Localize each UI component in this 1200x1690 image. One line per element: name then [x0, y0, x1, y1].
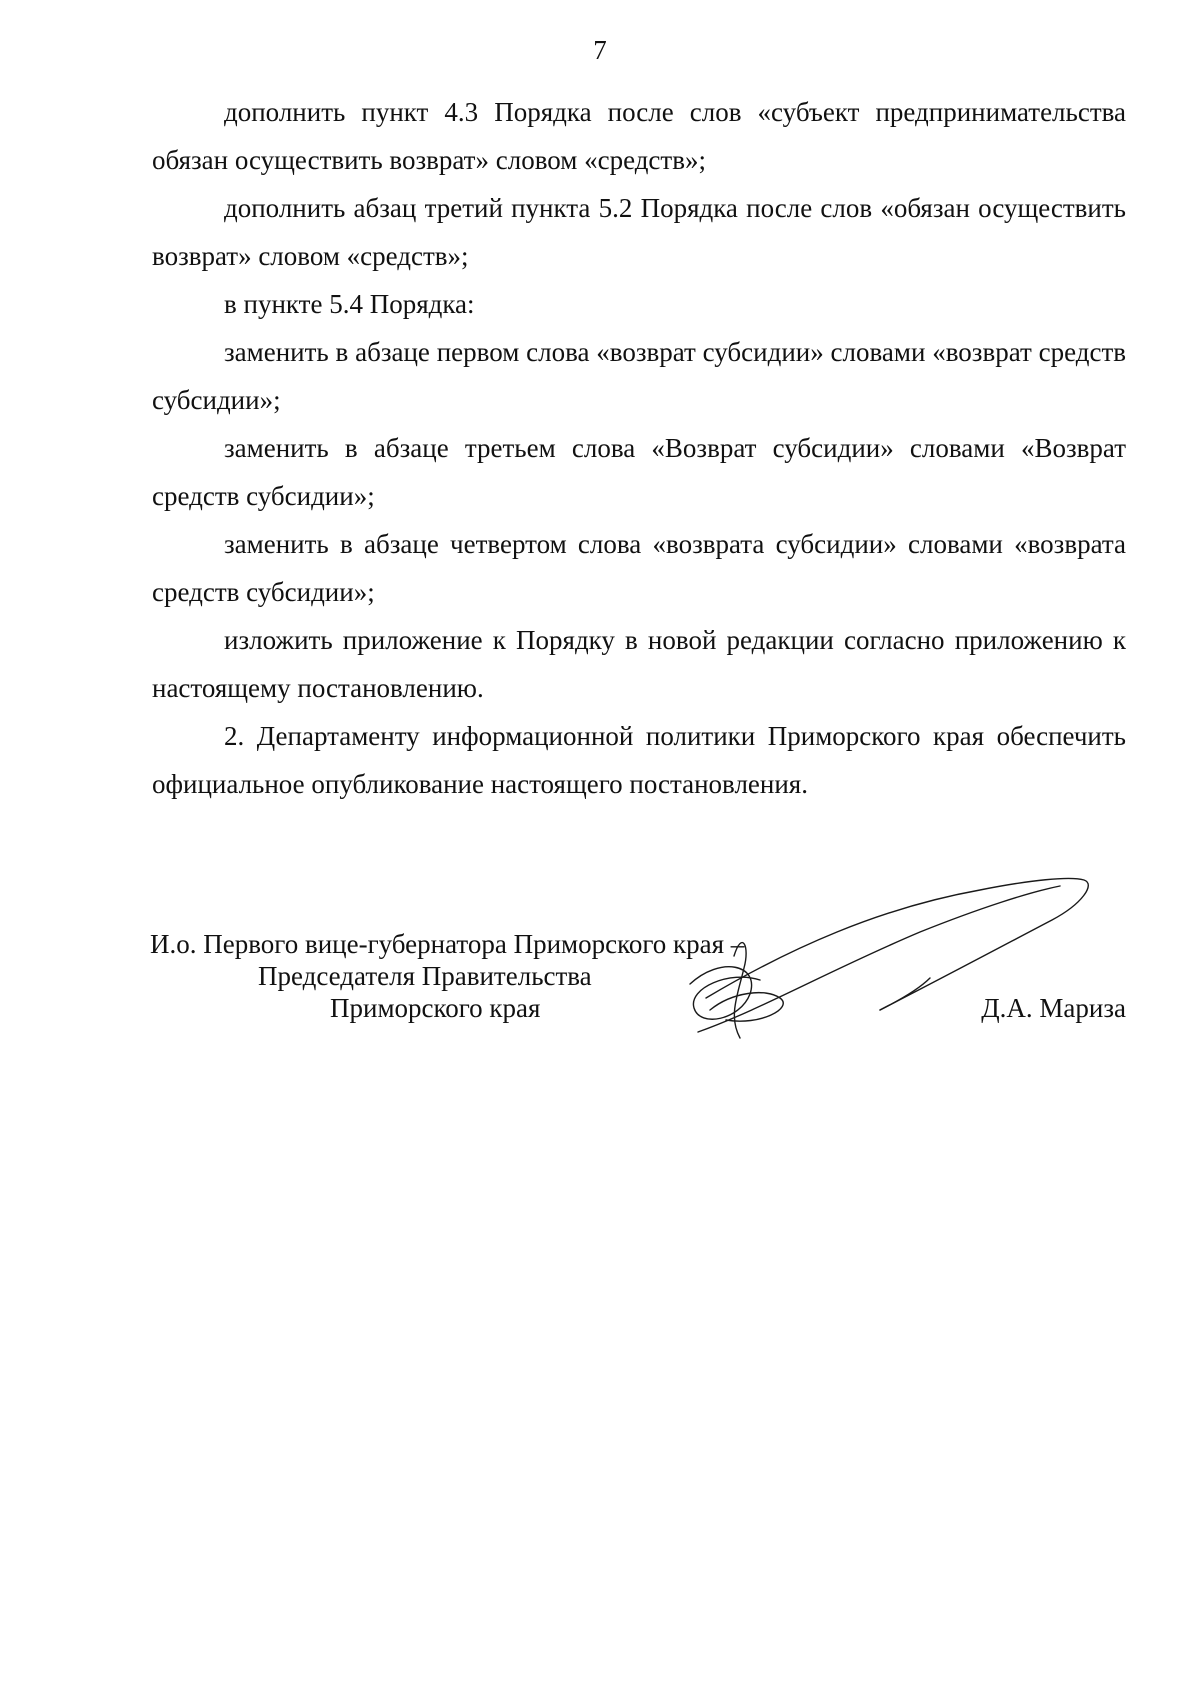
- paragraph-replace-third: заменить в абзаце третьем слова «Возврат субсидии» словами «Возврат средств субсидии»;: [152, 433, 1126, 511]
- document-body: [152, 88, 1126, 808]
- paragraph-replace-first: заменить в абзаце первом слова «возврат субсидии» словами «возврат средств субсидии»;: [152, 337, 1126, 415]
- paragraph-amend-5-2: дополнить абзац третий пункта 5.2 Порядка после слов «обязан осуществить возврат» словом «средств»;: [152, 193, 1126, 271]
- page-number: 7: [593, 35, 607, 65]
- paragraph-amend-4-3: дополнить пункт 4.3 Порядка после слов «субъект предпринимательства обязан осуществить возврат» словом «средств»;: [152, 97, 1126, 175]
- signatory-position-line-1: И.о. Первого вице-губернатора Приморского края –: [150, 929, 745, 959]
- paragraph-publication: 2. Департаменту информационной политики Приморского края обеспечить официальное опубликование настоящего постановления.: [152, 721, 1126, 799]
- paragraph-appendix: изложить приложение к Порядку в новой редакции согласно приложению к настоящему постановлению.: [152, 625, 1126, 703]
- handwritten-signature-icon: [680, 860, 1100, 1060]
- paragraph-5-4-header: в пункте 5.4 Порядка:: [224, 289, 475, 319]
- signatory-name: Д.А. Мариза: [981, 993, 1126, 1023]
- signatory-position-line-2: Председателя Правительства: [258, 961, 592, 991]
- signatory-position-line-3: Приморского края: [330, 993, 541, 1023]
- paragraph-replace-fourth: заменить в абзаце четвертом слова «возврата субсидии» словами «возврата средств субсидии»;: [152, 529, 1126, 607]
